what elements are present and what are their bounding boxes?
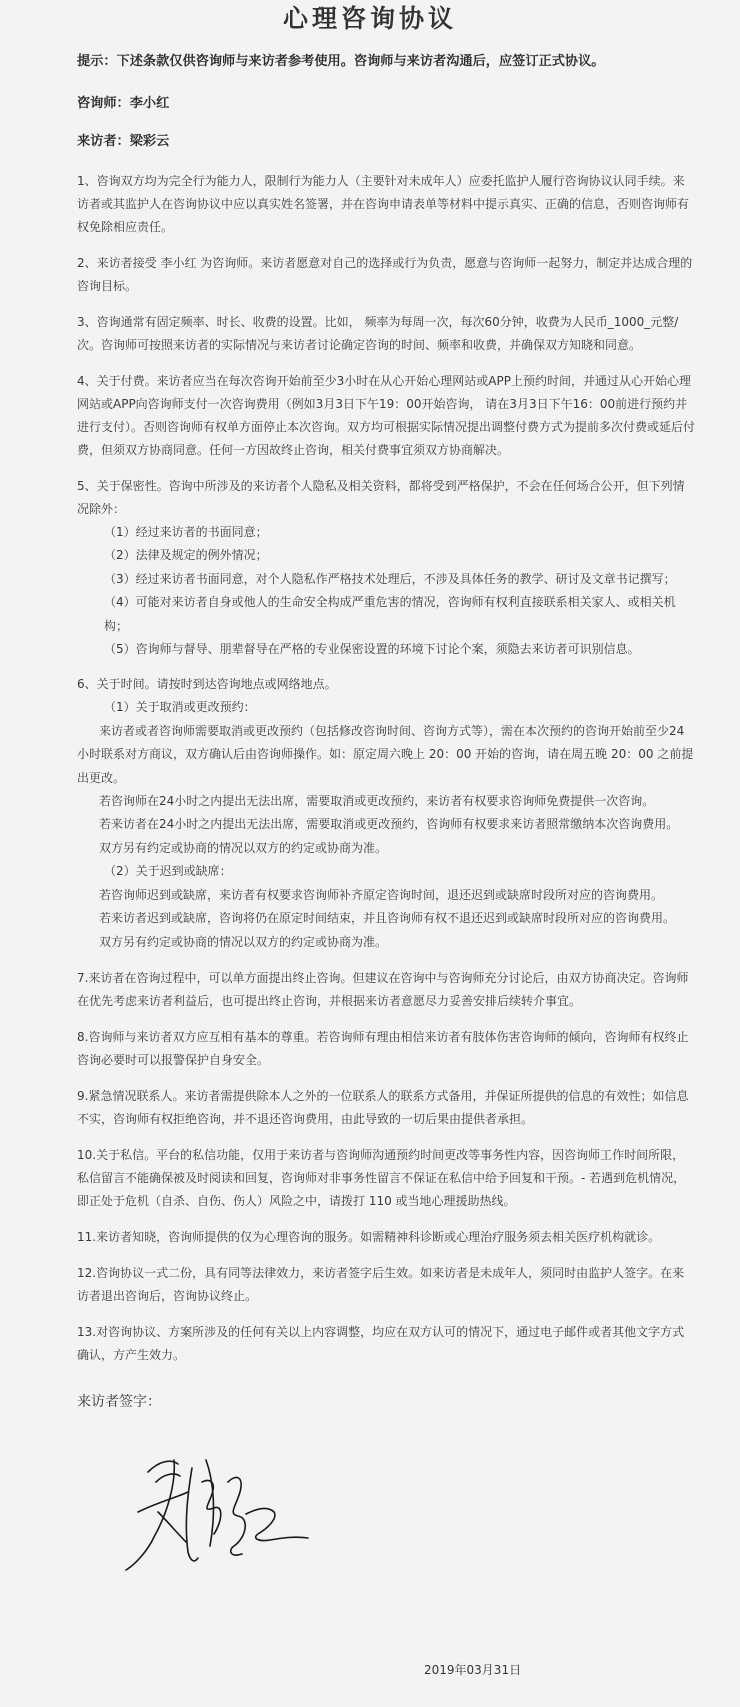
clause-2: 2、来访者接受 李小红 为咨询师。来访者愿意对自己的选择或行为负责，愿意与咨询师一起努力，制定并达成合理的咨询目标。 [77, 256, 693, 293]
signature-label: 来访者签字： [77, 1393, 161, 1410]
clause-5-item: （2）法律及规定的例外情况； [104, 548, 268, 563]
clause-5-item: （5）咨询师与督导、朋辈督导在严格的专业保密设置的环境下讨论个案，须隐去来访者可识别信息。 [104, 642, 640, 657]
clause-6-sub1-text: 来访者或者咨询师需要取消或更改预约（包括修改咨询时间、咨询方式等），需在本次预约的咨询开始前至少24小时联系对方商议，双方确认后由咨询师操作。如：原定周六晚上 20：00 开始的咨询，请在周五晚 20：00 之前提出更改。 [77, 723, 694, 785]
clause-4: 4、关于付费。来访者应当在每次咨询开始前至少3小时在从心开始心理网站或APP上预约时间，并通过从心开始心理网站或APP向咨询师支付一次咨询费用（例如3月3日下午19：00开始咨询， 请在3月3日下午16：00前进行预约并进行支付）。否则咨询师有权单方面停止本次咨询。双方均可根据实际情况提出调整付费方式为提前多次付费或延后付费，但须双方协商同意。任何一方因故终止咨询，相关付费事宜须双方协商解决。 [77, 374, 696, 457]
clause-6-sub2-title: （2）关于迟到或缺席： [104, 864, 232, 879]
clause-5-item: （4）可能对来访者自身或他人的生命安全构成严重危害的情况，咨询师有权利直接联系相关家人、或相关机构； [104, 595, 676, 633]
signature-date: 2019年03月31日 [424, 1663, 522, 1677]
document-body [0, 52, 740, 1411]
clause-5-item: （3）经过来访者书面同意，对个人隐私作严格技术处理后，不涉及具体任务的教学、研讨及文章书记撰写； [104, 571, 676, 586]
clause-6-sub2-a: 若咨询师迟到或缺席，来访者有权要求咨询师补齐原定咨询时间，退还迟到或缺席时段所对应的咨询费用。 [99, 887, 664, 902]
counselor-name: 咨询师：李小红 [77, 96, 170, 111]
clause-6-sub2-c: 双方另有约定或协商的情况以双方的约定或协商为准。 [99, 934, 388, 949]
clause-12: 12.咨询协议一式二份，具有同等法律效力，来访者签字后生效。如来访者是未成年人，须同时由监护人签字。在来访者退出咨询后，咨询协议终止。 [77, 1265, 685, 1303]
signature-drawing [118, 1442, 318, 1582]
clause-5-items [77, 521, 695, 661]
clause-9: 9.紧急情况联系人。来访者需提供除本人之外的一位联系人的联系方式备用，并保证所提供的信息的有效性；如信息不实，咨询师有权拒绝咨询，并不退还咨询费用，由此导致的一切后果由提供者承担。 [77, 1088, 689, 1126]
clause-13: 13.对咨询协议、方案所涉及的任何有关以上内容调整，均应在双方认可的情况下，通过电子邮件或者其他文字方式确认，方产生效力。 [77, 1324, 685, 1362]
clause-8: 8.咨询师与来访者双方应互相有基本的尊重。若咨询师有理由相信来访者有肢体伤害咨询师的倾向，咨询师有权终止咨询必要时可以报警保护自身安全。 [77, 1029, 689, 1067]
clause-6-sub1-title: （1）关于取消或更改预约： [104, 700, 256, 715]
clause-6-sub1-a: 若咨询师在24小时之内提出无法出席，需要取消或更改预约，来访者有权要求咨询师免费提供一次咨询。 [99, 794, 655, 809]
clause-5: 5、关于保密性。咨询中所涉及的来访者个人隐私及相关资料，都将受到严格保护，不会在任何场合公开，但下列情况除外： [77, 479, 685, 516]
clause-6-sub1-b: 若来访者在24小时之内提出无法出席，需要取消或更改预约，咨询师有权要求来访者照常缴纳本次咨询费用。 [99, 817, 679, 832]
clause-5-item: （1）经过来访者的书面同意； [104, 525, 268, 539]
clause-10: 10.关于私信。平台的私信功能，仅用于来访者与咨询师沟通预约时间更改等事务性内容，因咨询师工作时间所限，私信留言不能确保被及时阅读和回复，咨询师对非事务性留言不保证在私信中给予回复和干预。- 若遇到危机情况，即正处于危机（自杀、自伤、伤人）风险之中，请拨打 110 或当地心理援助热线。 [77, 1147, 686, 1208]
clause-11: 11.来访者知晓，咨询师提供的仅为心理咨询的服务。如需精神科诊断或心理治疗服务须去相关医疗机构就诊。 [77, 1229, 661, 1244]
tip-text: 提示：下述条款仅供咨询师与来访者参考使用。咨询师与来访者沟通后，应签订正式协议。 [77, 54, 605, 69]
clause-6-sub2-b: 若来访者迟到或缺席，咨询将仍在原定时间结束，并且咨询师有权不退还迟到或缺席时段所对应的咨询费用。 [99, 911, 676, 926]
visitor-name: 来访者：梁彩云 [77, 134, 170, 149]
handwritten-signature [118, 1442, 318, 1582]
clause-6-sub1-c: 双方另有约定或协商的情况以双方的约定或协商为准。 [99, 840, 388, 855]
clause-7: 7.来访者在咨询过程中，可以单方面提出终止咨询。但建议在咨询中与咨询师充分讨论后，由双方协商决定。咨询师在优先考虑来访者利益后，也可提出终止咨询，并根据来访者意愿尽力妥善安排后续转介事宜。 [77, 970, 689, 1008]
clause-3: 3、咨询通常有固定频率、时长、收费的设置。比如， 频率为每周一次，每次60分钟，收费为人民币_1000_元整/次。咨询师可按照来访者的实际情况与来访者讨论确定咨询的时间、频率和收费，并确保双方知晓和同意。 [77, 315, 679, 352]
document-title: 心理咨询协议 [282, 4, 457, 33]
clause-6: 6、关于时间。请按时到达咨询地点或网络地点。 [77, 677, 337, 692]
clause-1: 1、咨询双方均为完全行为能力人，限制行为能力人（主要针对未成年人）应委托监护人履行咨询协议认同手续。来访者或其监护人在咨询协议中应以真实姓名签署，并在咨询申请表单等材料中提示真实、正确的信息，否则咨询师有权免除相应责任。 [77, 174, 690, 234]
